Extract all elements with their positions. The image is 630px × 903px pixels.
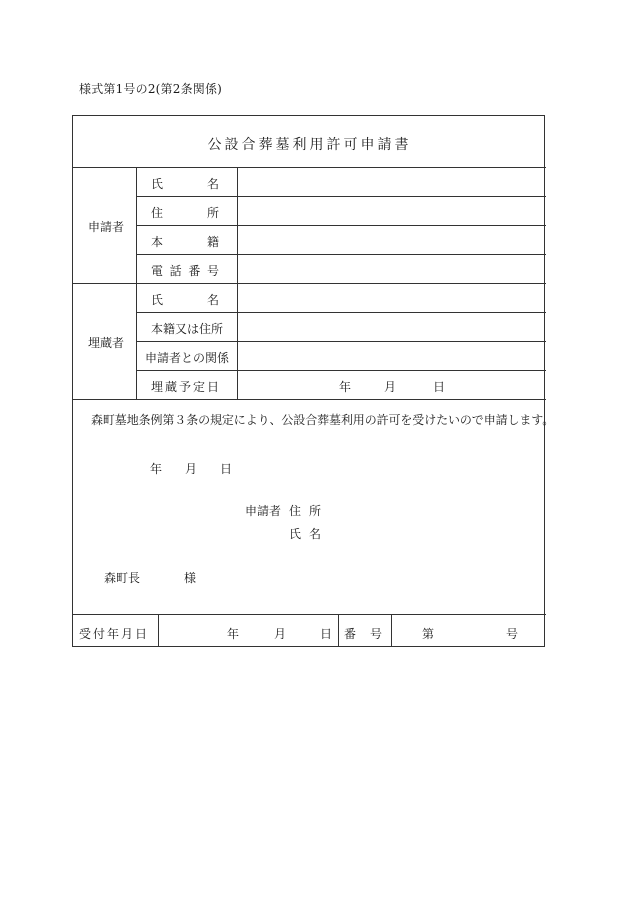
label-char: 話 (169, 264, 182, 278)
column-divider (338, 614, 339, 647)
signature-name-label: 氏名 (289, 527, 330, 541)
number-suffix: 号 (506, 627, 519, 641)
received-date-label: 受付年月日 (79, 627, 150, 641)
signature-address-label: 住所 (289, 504, 330, 518)
divider-row (136, 312, 546, 313)
burial-domicile-address-label: 本籍又は住所 (151, 322, 224, 336)
applicant-domicile-label (151, 233, 219, 250)
burial-scheduled-date-label: 埋蔵予定日 (151, 380, 222, 394)
applicant-phone-label (151, 262, 219, 279)
column-divider (136, 167, 137, 399)
application-form (72, 115, 555, 647)
label-char: 所 (206, 206, 219, 220)
label-char: 電 (151, 264, 164, 278)
date-month: 月 (185, 462, 198, 476)
label-char: 号 (206, 264, 219, 278)
signature-applicant-label: 申請者 (245, 504, 282, 518)
received-month: 月 (274, 627, 287, 641)
divider-row (136, 341, 546, 342)
applicant-name-label (151, 175, 219, 192)
addressee-honorific: 様 (184, 571, 197, 585)
column-divider (237, 167, 238, 399)
label-char: 住 (151, 206, 164, 220)
divider-row (136, 254, 546, 255)
date-day: 日 (220, 462, 233, 476)
received-day: 日 (320, 627, 333, 641)
label-char: 名 (206, 177, 219, 191)
applicant-group-label: 申請者 (88, 220, 125, 234)
column-divider (158, 614, 159, 647)
divider-row (136, 225, 546, 226)
label-char: 氏 (151, 293, 164, 307)
divider-section (73, 399, 546, 400)
burial-name-label (151, 291, 219, 308)
form-title: 公設合葬墓利用許可申請書 (207, 137, 412, 153)
burial-relation-label: 申請者との関係 (145, 351, 230, 365)
burial-group-label: 埋蔵者 (88, 336, 125, 350)
divider-section (73, 283, 546, 284)
label-char: 番 (188, 264, 201, 278)
received-year: 年 (227, 627, 240, 641)
label-char: 名 (206, 293, 219, 307)
divider-title (73, 167, 546, 168)
burial-date-day: 日 (433, 380, 446, 394)
label-char: 籍 (206, 235, 219, 249)
number-label: 番号 (344, 627, 397, 641)
form-number: 様式第1号の2(第2条関係) (79, 82, 223, 96)
addressee-mayor: 森町長 (104, 571, 141, 585)
number-prefix: 第 (422, 627, 435, 641)
divider-row (136, 196, 546, 197)
divider-row (136, 370, 546, 371)
divider-footer (73, 614, 546, 615)
label-char: 本 (151, 235, 164, 249)
burial-date-month: 月 (384, 380, 397, 394)
applicant-address-label (151, 204, 219, 221)
application-statement: 森町墓地条例第３条の規定により、公設合葬墓利用の許可を受けたいので申請します。 (91, 413, 555, 427)
date-year: 年 (150, 462, 163, 476)
burial-date-year: 年 (339, 380, 352, 394)
label-char: 氏 (151, 177, 164, 191)
